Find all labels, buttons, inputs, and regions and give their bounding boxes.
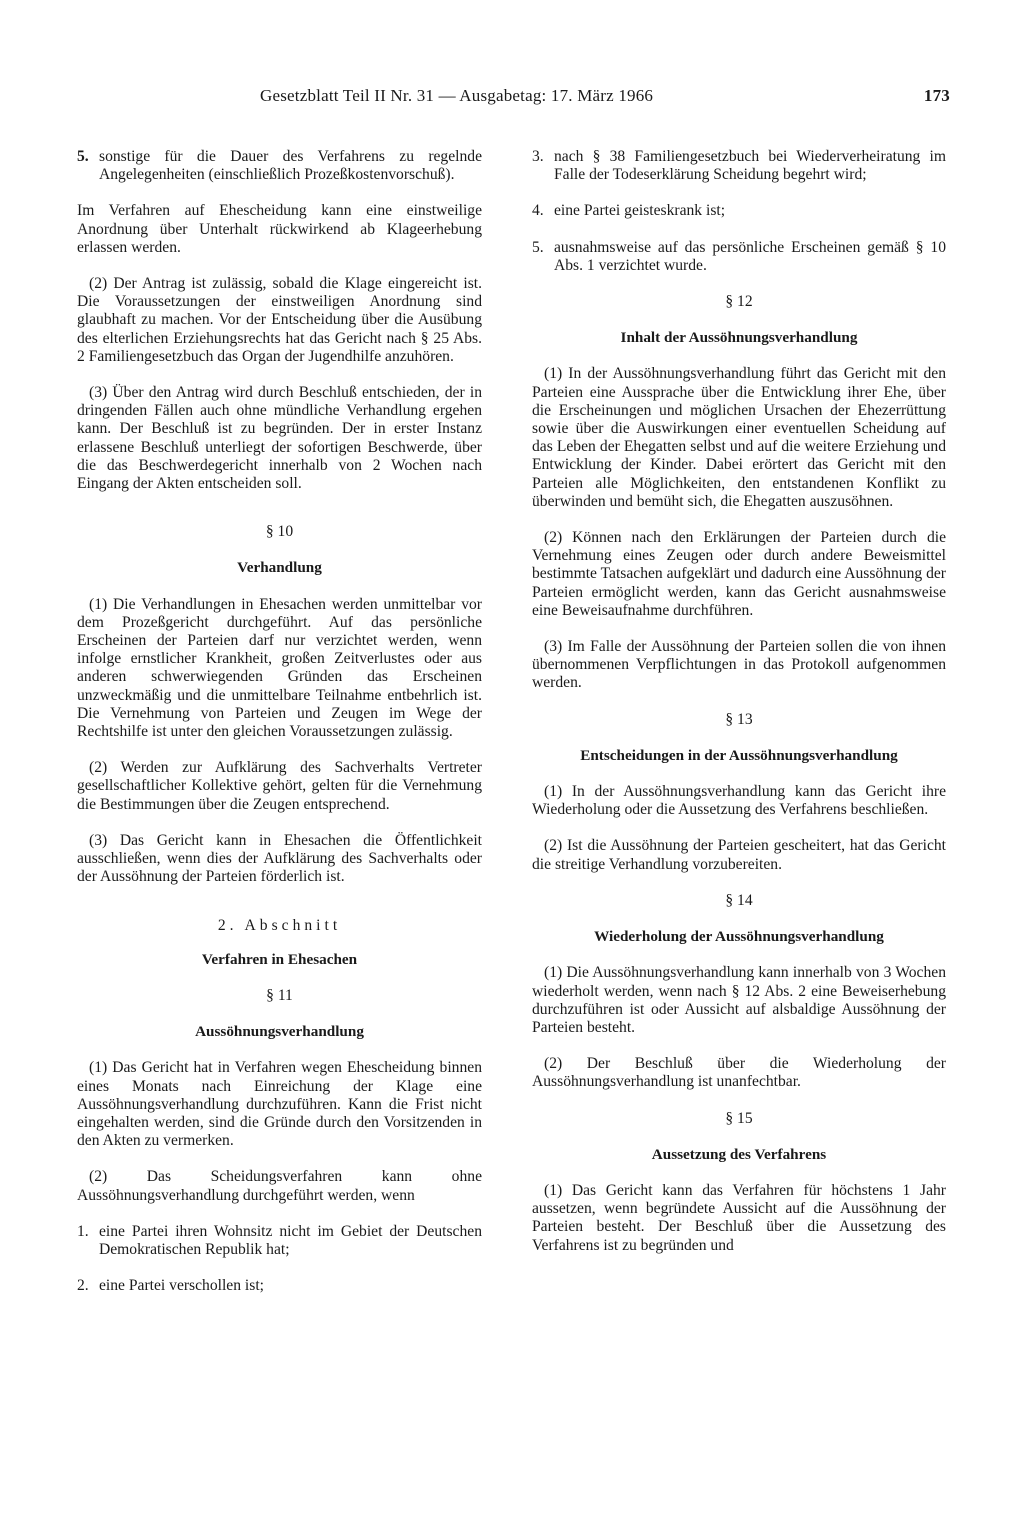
section-number: § 14 — [725, 891, 753, 909]
list-text: eine Partei ihren Wohnsitz nicht im Gebiet der Deutschen Demokratischen Republik hat; — [99, 1222, 482, 1258]
section-number: § 10 — [265, 523, 294, 541]
section-heading: Aussetzung des Verfahrens — [651, 1145, 827, 1163]
left-column — [77, 148, 482, 1313]
list-item — [532, 202, 946, 220]
list-item — [77, 1223, 482, 1259]
list-item — [532, 148, 946, 184]
list-number: 4. — [532, 202, 544, 220]
list-number: 3. — [532, 148, 544, 165]
list-item — [77, 148, 482, 184]
section-heading: Verhandlung — [237, 559, 322, 577]
paragraph: (3) Das Gericht kann in Ehesachen die Öffentlichkeit ausschließen, wenn dies der Aufklärung des Sachverhalts oder der Aussöhnung der Parteien förderlich ist. — [77, 831, 482, 886]
list-item — [77, 1277, 482, 1295]
list-text: sonstige für die Dauer des Verfahrens zu regelnde Angelegenheiten (einschließlich Prozeßkostenvorschuß). — [99, 148, 482, 184]
paragraph: (3) Über den Antrag wird durch Beschluß entschieden, der in dringenden Fällen auch ohne mündliche Verhandlung ergehen kann. Der Beschluß ist zu begründen. Der in erster Instanz erlassene Beschluß unterliegt der sofortigen Beschwerde, über die das Beschwerdegericht innerhalb von 2 Wochen nach Eingang der Akten entscheiden soll. — [77, 384, 482, 493]
paragraph: (2) Der Antrag ist zulässig, sobald die Klage eingereicht ist. Die Voraussetzungen der einstweiligen Anordnung sind glaubhaft zu machen. Vor der Entscheidung über die Ausübung des elterlichen Erziehungsrechts hat das Gericht nach § 25 Abs. 2 Familiengesetzbuch das Organ der Jugendhilfe anzuhören. — [77, 275, 482, 365]
paragraph: (1) Die Aussöhnungsverhandlung kann innerhalb von 3 Wochen wiederholt werden, wenn nach § 12 Abs. 2 eine Beweiserhebung durchzuführen ist oder Aussicht auf alsbaldige Aussöhnung der Parteien besteht. — [532, 964, 946, 1036]
paragraph: (1) In der Aussöhnungsverhandlung führt das Gericht mit den Parteien eine Aussprache über die Entwicklung ihrer Ehe, über die Erscheinungen und möglichen Ursachen der Ehezerrüttung sowie über die Auswirkungen einer eventuellen Scheidung auf das Leben der Ehegatten selbst und auf die weitere Erziehung und Entwicklung der Kinder. Dabei erörtert das Gericht mit den Parteien alle Möglichkeiten, den entstandenen Konflikt zu überwinden und bemüht sich, die Ehegatten auszusöhnen. — [532, 365, 946, 510]
list-text: eine Partei verschollen ist; — [99, 1277, 264, 1295]
paragraph: Im Verfahren auf Ehescheidung kann eine einstweilige Anordnung über Unterhalt rückwirkend ab Klageerhebung erlassen werden. — [77, 202, 482, 256]
paragraph: (1) Das Gericht hat in Verfahren wegen Ehescheidung binnen eines Monats nach Einreichung der Klage eine Aussöhnungsverhandlung durchzuführen. Kann die Frist nicht eingehalten werden, sind die Gründe durch den Vorsitzenden in den Akten zu vermerken. — [77, 1059, 482, 1150]
section-heading: Inhalt der Aussöhnungsverhandlung — [620, 329, 858, 347]
right-column — [532, 148, 946, 1273]
list-number: 5. — [77, 148, 89, 165]
page-number: 173 — [923, 86, 950, 105]
header-title: Gesetzblatt Teil II Nr. 31 — Ausgabetag: 17. März 1966 — [260, 86, 654, 105]
section-number: § 13 — [725, 710, 753, 728]
list-text: nach § 38 Familiengesetzbuch bei Wiederverheiratung im Falle der Todeserklärung Scheidung begehrt wird; — [554, 148, 946, 184]
section-heading: Wiederholung der Aussöhnungsverhandlung — [594, 928, 884, 946]
paragraph: (1) Das Gericht kann das Verfahren für höchstens 1 Jahr aussetzen, wenn begründete Aussicht auf die Aussöhnung der Parteien besteht. Der Beschluß über die Aussetzung des Verfahrens ist zu begründen und — [532, 1181, 946, 1254]
paragraph: (1) Die Verhandlungen in Ehesachen werden unmittelbar vor dem Prozeßgericht durchgeführt. Auf das persönliche Erscheinen der Parteien darf nur verzichtet werden, wenn infolge ernstlicher Krankheit, großen Zeitverlustes oder aus anderen schwerwiegenden Gründen das Erscheinen unzweckmäßig und die unmittelbare Teilnahme entbehrlich ist. Die Vernehmung von Parteien und Zeugen im Wege der Rechtshilfe ist unter den gleichen Voraussetzungen zulässig. — [77, 595, 482, 741]
paragraph: (3) Im Falle der Aussöhnung der Parteien sollen die von ihnen übernommenen Verpflichtungen in das Protokoll aufgenommen werden. — [532, 638, 946, 692]
list-text: eine Partei geisteskrank ist; — [554, 202, 726, 220]
section-number: § 12 — [725, 293, 753, 311]
chapter-label: 2. Abschnitt — [217, 916, 342, 934]
paragraph: (2) Der Beschluß über die Wiederholung der Aussöhnungsverhandlung ist unanfechtbar. — [532, 1055, 946, 1091]
section-number: § 11 — [266, 986, 293, 1004]
section-heading: Aussöhnungsverhandlung — [195, 1023, 364, 1041]
paragraph: (2) Ist die Aussöhnung der Parteien gescheitert, hat das Gericht die streitige Verhandlung vorzubereiten. — [532, 837, 946, 873]
paragraph: (2) Werden zur Aufklärung des Sachverhalts Vertreter gesellschaftlicher Kollektive gehört, gelten für die Vernehmung die Bestimmungen über die Zeugen entsprechend. — [77, 759, 482, 813]
chapter-heading: Verfahren in Ehesachen — [201, 950, 358, 968]
list-number: 1. — [77, 1222, 89, 1240]
list-item — [532, 239, 946, 275]
list-text: ausnahmsweise auf das persönliche Erscheinen gemäß § 10 Abs. 1 verzichtet wurde. — [554, 238, 946, 274]
list-number: 2. — [77, 1277, 89, 1295]
list-number: 5. — [532, 238, 544, 256]
paragraph: (2) Können nach den Erklärungen der Parteien durch die Vernehmung eines Zeugen oder durch andere Beweismittel bestimmte Tatsachen aufgeklärt und dadurch eine Aussöhnung der Parteien ermöglicht werden, kann das Gericht ausnahmsweise eine Beweisaufnahme durchführen. — [532, 529, 946, 619]
section-number: § 15 — [725, 1109, 753, 1127]
section-heading: Entscheidungen in der Aussöhnungsverhandlung — [580, 746, 898, 764]
paragraph: (1) In der Aussöhnungsverhandlung kann das Gericht ihre Wiederholung oder die Aussetzung des Verfahrens beschließen. — [532, 783, 946, 819]
paragraph: (2) Das Scheidungsverfahren kann ohne Aussöhnungsverhandlung durchgeführt werden, wenn — [77, 1168, 482, 1204]
